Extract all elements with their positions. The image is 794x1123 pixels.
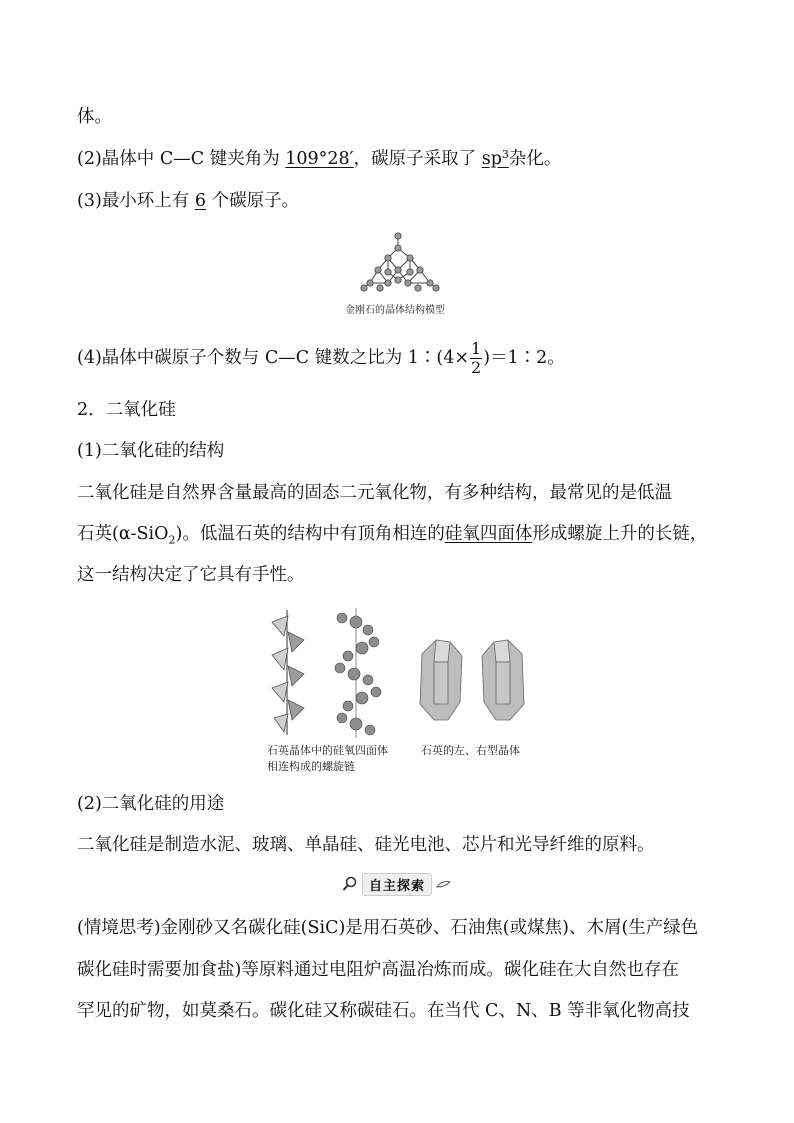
paragraph-1-line-3: 这一结构决定了它具有手性。 [77,565,305,585]
item-2-bond-angle [77,147,561,171]
hyb-base: sp [481,149,502,169]
answer-ring-size: 6 [194,191,206,211]
hyb-sup: 3 [501,148,509,161]
item-4-pre: (4)晶体中碳原子个数与 C—C 键数之比为 1∶(4× [77,348,470,368]
badge-label: 自主探索 [362,873,432,896]
item-3-pre: (3)最小环上有 [77,191,195,211]
item-2-pre: (2)晶体中 C—C 键夹角为 [77,149,286,169]
diamond-figure-caption: 金刚石的晶体结构模型 [345,305,445,316]
subsection-uses-title: (2)二氧化硅的用途 [77,794,225,814]
leaf-flourish-icon [436,878,452,890]
diamond-structure-figure [358,228,442,298]
fraction-denominator: 2 [471,358,482,377]
quartz-helix-ball-model-figure [328,608,388,738]
paragraph-1-line-2 [77,522,707,553]
answer-hybridization [482,149,509,169]
fraction-numerator: 1 [471,339,482,358]
paragraph-2: 二氧化硅是制造水泥、玻璃、单晶硅、硅光电池、芯片和光导纤维的原料。 [77,835,655,855]
p1-l2-post: 形成螺旋上升的长链， [532,524,708,544]
section-2-title: 2．二氧化硅 [77,400,176,420]
keyword-silicon-oxygen-tetrahedron: 硅氧四面体 [444,524,533,544]
p1-l2-mid: )。低温石英的结构中有顶角相连的 [175,524,445,544]
item-4-post: )＝1∶2。 [483,348,565,368]
magnifier-icon [342,876,358,892]
self-exploration-badge [342,873,452,895]
item-4-ratio [77,340,565,377]
item-2-mid: ，碳原子采取了 [353,149,482,169]
paragraph-3-line-3: 罕见的矿物，如莫桑石。碳化硅又称碳硅石。在当代 C、N、B 等非氧化物高技 [77,1001,690,1021]
answer-angle: 109°28′ [285,149,354,169]
quartz-helix-caption-line-1: 石英晶体中的硅氧四面体 [267,744,388,757]
quartz-helix-tetrahedra-figure [262,610,312,735]
quartz-left-right-crystals-figure [412,636,532,724]
paragraph-3-line-2: 碳化硅时需要加食盐)等原料通过电阻炉高温冶炼而成。碳化硅在大自然也存在 [77,960,679,980]
item-3-post: 个碳原子。 [206,191,300,211]
item-2-post: 杂化。 [508,149,562,169]
text-line-top: 体。 [77,107,112,127]
quartz-helix-caption-line-2: 相连构成的螺旋链 [267,760,355,773]
fraction-one-half [470,340,482,377]
paragraph-3-line-1: (情境思考)金刚砂又名碳化硅(SiC)是用石英砂、石油焦(或煤焦)、木屑(生产绿色 [77,918,699,938]
subsection-structure-title: (1)二氧化硅的结构 [77,441,225,461]
p1-l2-sub: 2 [168,533,176,547]
paragraph-1-line-1: 二氧化硅是自然界含量最高的固态二元氧化物，有多种结构，最常见的是低温 [77,483,672,503]
quartz-crystals-caption: 石英的左、右型晶体 [421,744,520,757]
p1-l2-pre: 石英(α-SiO [77,524,169,544]
item-3-ring [77,189,299,213]
